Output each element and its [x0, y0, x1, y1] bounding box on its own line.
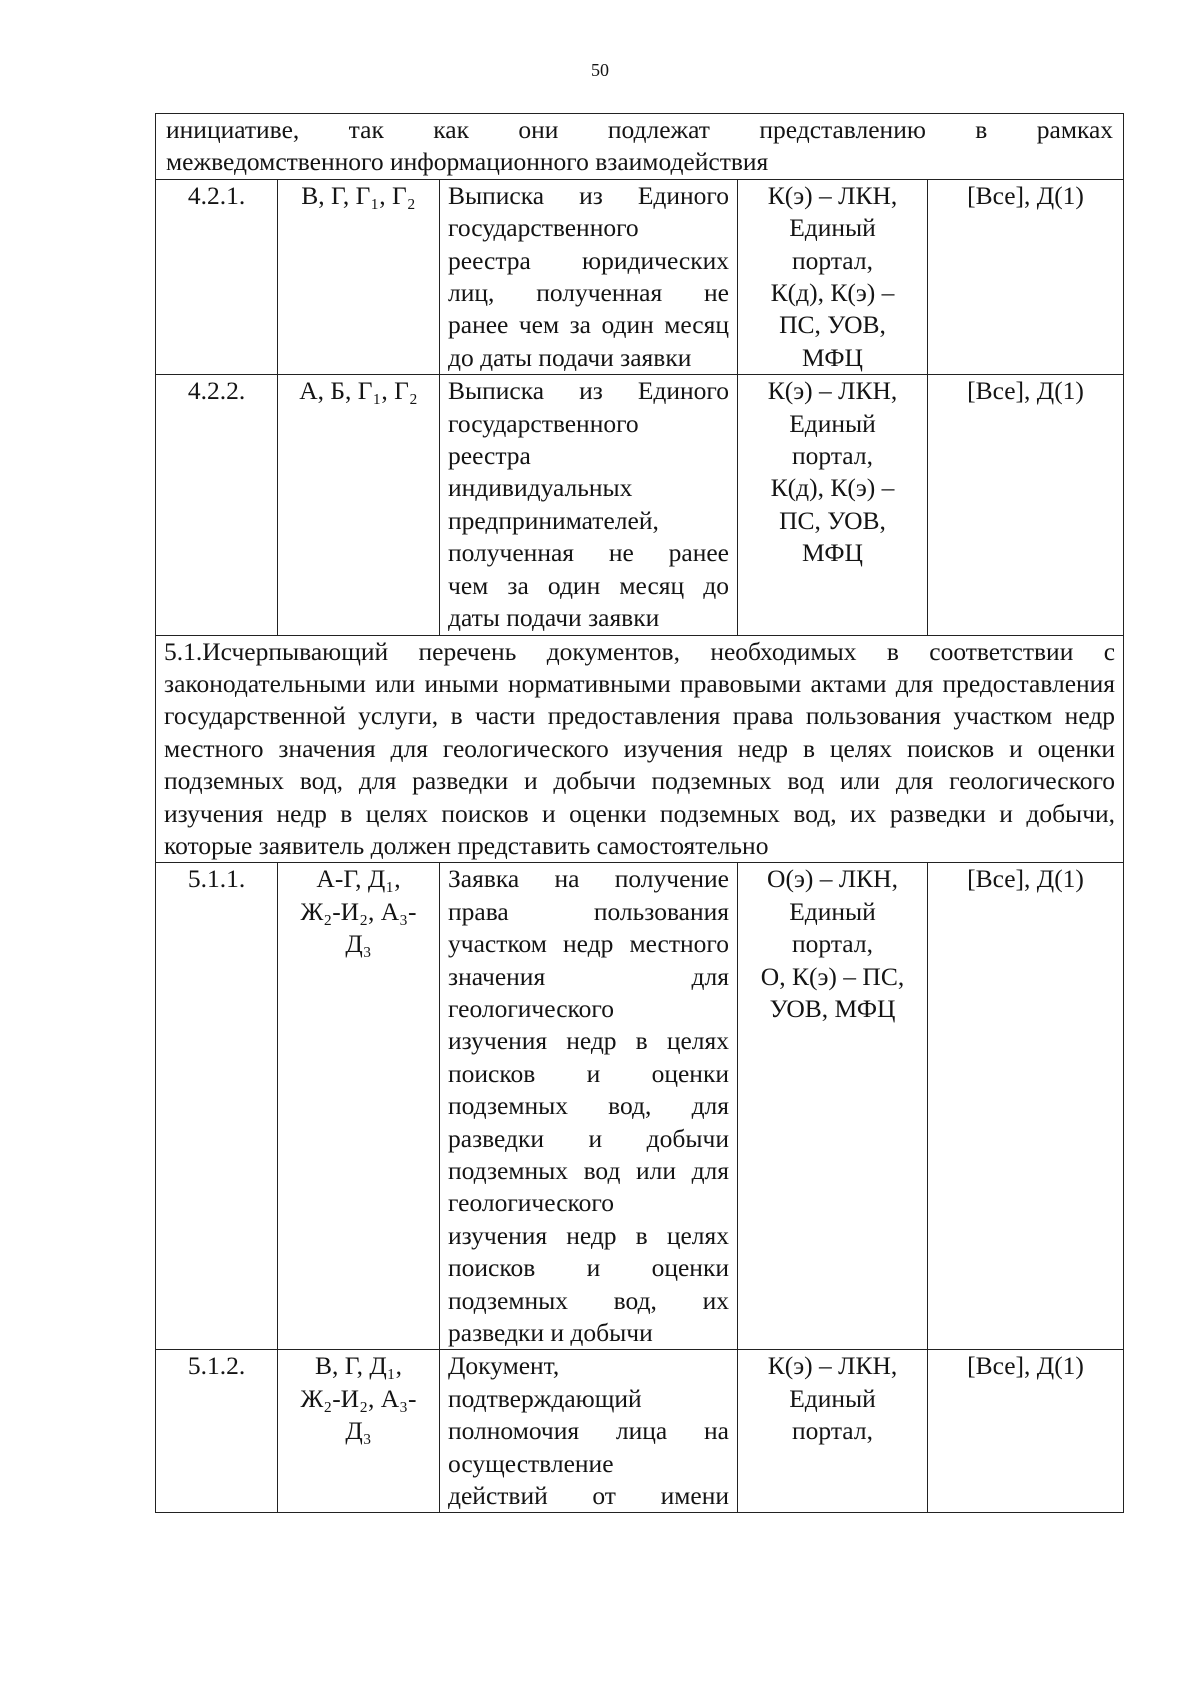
page-number: 50	[591, 60, 609, 80]
row-number: 5.1.2.	[156, 1350, 278, 1513]
way-line: К(э) – ЛКН,	[767, 180, 898, 210]
document-line: права пользования	[448, 896, 729, 926]
document-line: до даты подачи заявки	[448, 342, 692, 372]
way-line: МФЦ	[802, 538, 863, 568]
document-line: предпринимателей,	[448, 505, 659, 535]
table-row	[156, 1350, 1124, 1513]
section-row	[156, 635, 1124, 863]
way-line: ПС, УОВ,	[779, 505, 886, 535]
way-line: Единый	[789, 896, 876, 926]
row-document	[440, 863, 738, 1350]
document-line: ранее чем за один месяц	[448, 310, 729, 340]
way-line: портал,	[792, 245, 873, 275]
row-ways	[738, 375, 928, 635]
intro-line-1: инициативе, так как они подлежат представлению в рамках	[166, 115, 1114, 144]
intro-line-2: межведомственного информационного взаимодействия	[166, 147, 769, 177]
document-line: государственного	[448, 408, 639, 438]
table-row	[156, 179, 1124, 374]
row-categories	[278, 863, 440, 1350]
row-categories: А, Б, Г₁, Г₂	[278, 375, 440, 635]
way-line: К(д), К(э) –	[770, 278, 895, 308]
document-line: реестра юридических	[448, 245, 729, 275]
document-line: реестра	[448, 441, 531, 471]
document-line: даты подачи заявки	[448, 603, 660, 633]
document-line: изучения недр в целях	[448, 1026, 729, 1056]
category-line: Ж₂-И₂, А₃-	[300, 896, 417, 926]
document-line: действий от имени	[448, 1481, 729, 1511]
document-line: подземных вод, их	[448, 1285, 729, 1315]
row-ways	[738, 863, 928, 1350]
row-result: [Все], Д(1)	[928, 863, 1124, 1350]
way-line: МФЦ	[802, 342, 863, 372]
document-line: индивидуальных	[448, 473, 633, 503]
document-line: геологического	[448, 993, 614, 1023]
row-number: 4.2.2.	[156, 375, 278, 635]
way-line: портал,	[792, 441, 873, 471]
documents-table	[155, 113, 1124, 1513]
document-line: чем за один месяц до	[448, 570, 729, 600]
way-line: Единый	[789, 213, 876, 243]
document-line: поисков и оценки	[448, 1058, 729, 1088]
row-ways	[738, 1350, 928, 1513]
document-line: полученная не ранее	[448, 538, 729, 568]
document-line: подтверждающий	[448, 1383, 642, 1413]
category-line: Ж₂-И₂, А₃-	[300, 1383, 417, 1413]
table-row	[156, 375, 1124, 635]
way-line: портал,	[792, 1416, 873, 1446]
way-line: О(э) – ЛКН,	[767, 864, 898, 894]
row-result: [Все], Д(1)	[928, 1350, 1124, 1513]
way-line: К(э) – ЛКН,	[767, 1351, 898, 1381]
row-result: [Все], Д(1)	[928, 179, 1124, 374]
document-line: изучения недр в целях	[448, 1220, 729, 1250]
row-number: 5.1.1.	[156, 863, 278, 1350]
way-line: ПС, УОВ,	[779, 310, 886, 340]
row-document	[440, 179, 738, 374]
row-categories	[278, 1350, 440, 1513]
document-line: разведки и добычи	[448, 1318, 653, 1348]
category-line: В, Г, Д₁,	[314, 1351, 403, 1381]
category-line: Д₃	[345, 929, 372, 959]
document-line: поисков и оценки	[448, 1253, 729, 1283]
document-line: государственного	[448, 213, 639, 243]
document-line: Выписка из Единого	[448, 180, 729, 210]
document-line: разведки и добычи	[448, 1123, 729, 1153]
document-line: осуществление	[448, 1448, 614, 1478]
way-line: портал,	[792, 929, 873, 959]
document-line: участком недр местного	[448, 929, 729, 959]
document-line: подземных вод, для	[448, 1091, 729, 1121]
intro-cell	[156, 114, 1124, 180]
document-line: полномочия лица на	[448, 1416, 729, 1446]
way-line: О, К(э) – ПС,	[760, 961, 905, 991]
document-line: Выписка из Единого	[448, 376, 729, 406]
table-row	[156, 863, 1124, 1350]
section-5-1-text: 5.1.Исчерпывающий перечень документов, необходимых в соответствии с законодательными или иными нормативными правовыми актами для предоставления государственной услуги, в части предоставления права пользования участком недр местного значения для геологического изучения недр в целях поисков и оценки подземных вод, для разведки и добычи подземных вод или для геологического изучения недр в целях поисков и оценки подземных вод, их разведки и добычи, которые заявитель должен представить самостоятельно	[156, 635, 1124, 863]
row-document	[440, 1350, 738, 1513]
document-line: значения для	[448, 961, 729, 991]
category-line: А-Г, Д₁,	[316, 864, 401, 894]
way-line: Единый	[789, 408, 876, 438]
way-line: УОВ, МФЦ	[769, 993, 896, 1023]
document-line: подземных вод или для	[448, 1156, 729, 1185]
way-line: Единый	[789, 1383, 876, 1413]
intro-row	[156, 114, 1124, 180]
way-line: К(э) – ЛКН,	[767, 376, 898, 406]
category-line: Д₃	[345, 1416, 372, 1446]
document-line: геологического	[448, 1188, 614, 1218]
row-number: 4.2.1.	[156, 179, 278, 374]
row-result: [Все], Д(1)	[928, 375, 1124, 635]
row-ways	[738, 179, 928, 374]
document-line: Документ,	[448, 1351, 560, 1381]
document-line: лиц, полученная не	[448, 278, 729, 308]
document-line: Заявка на получение	[448, 864, 729, 894]
row-document	[440, 375, 738, 635]
way-line: К(д), К(э) –	[770, 473, 895, 503]
row-categories: В, Г, Г₁, Г₂	[278, 179, 440, 374]
